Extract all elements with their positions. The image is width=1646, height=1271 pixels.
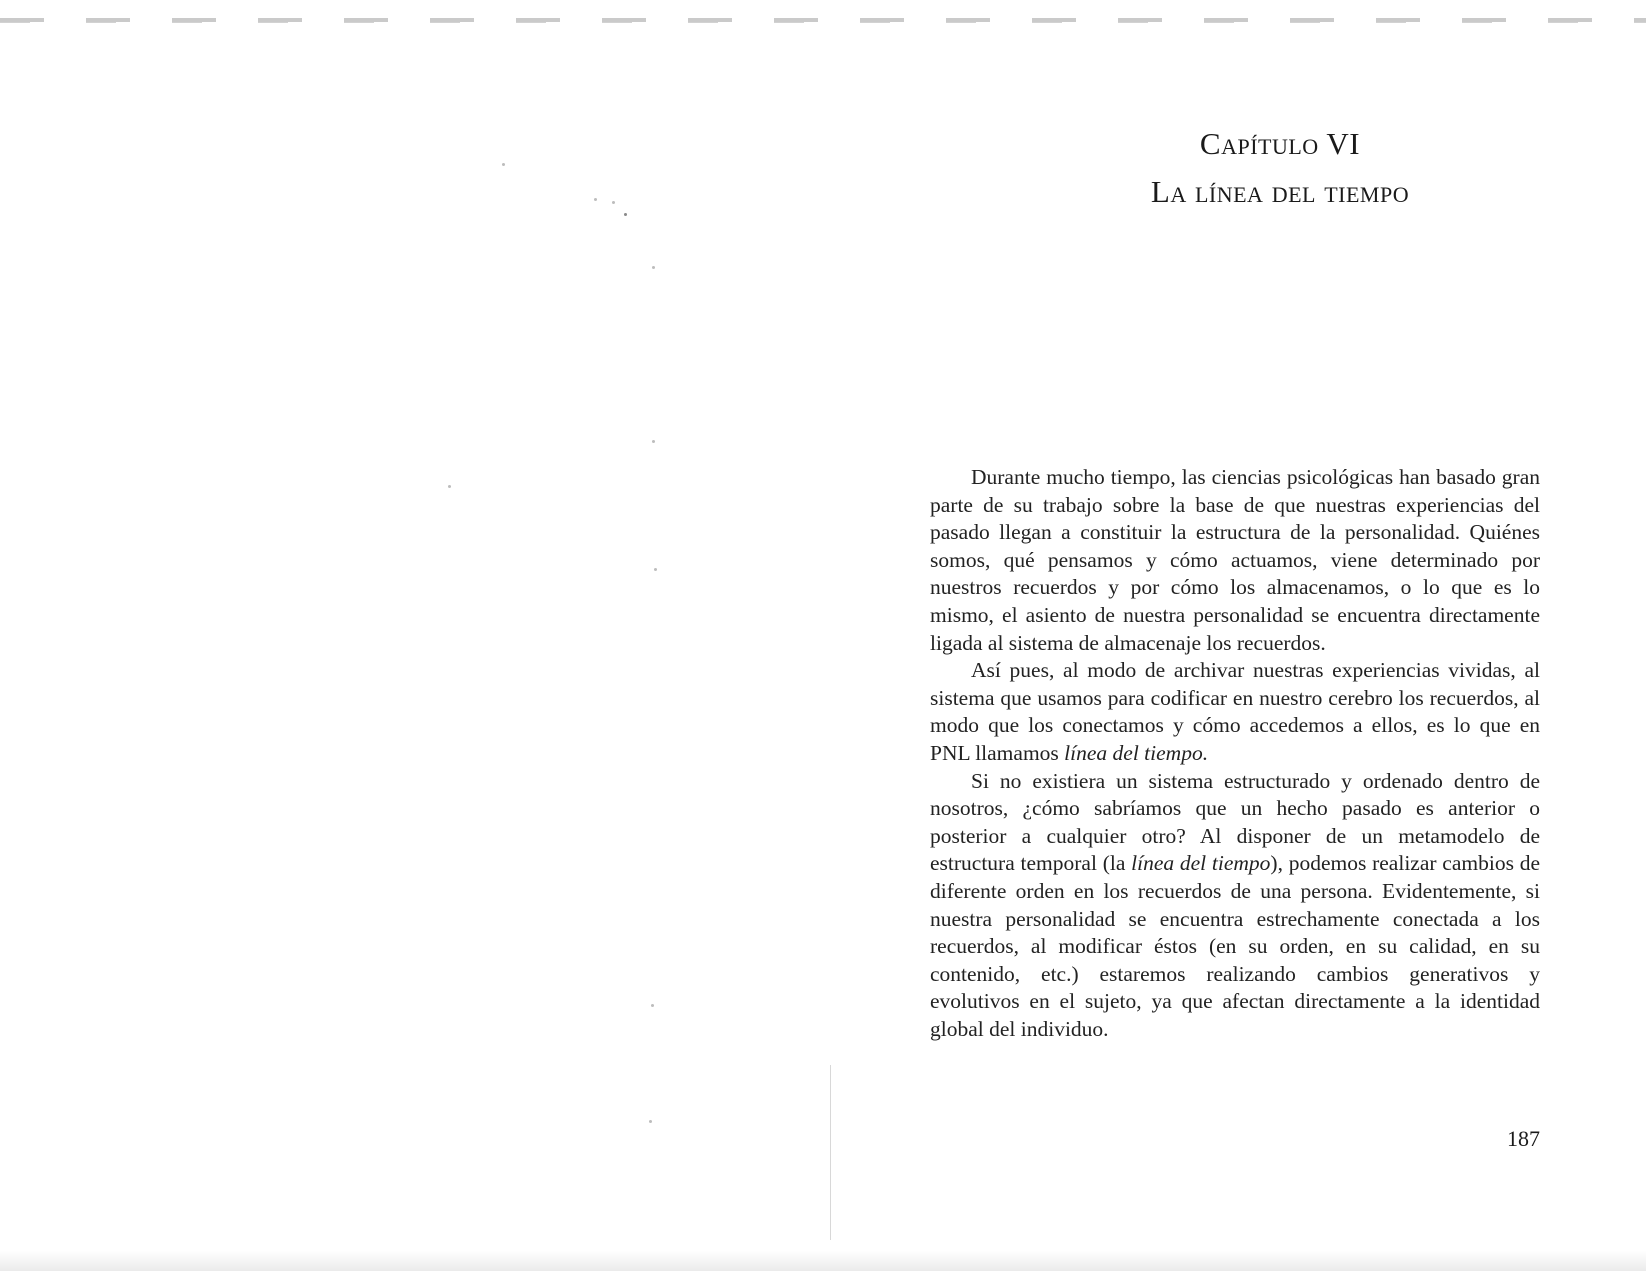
speck — [624, 213, 627, 216]
speck — [649, 1120, 652, 1123]
speck — [652, 440, 655, 443]
paragraph-text: Si no existiera un sistema estructurado y ordenado dentro de nosotros, ¿cómo sabríamos que un hecho pasado es anterior o posterior a cualquier otro? Al disponer de un metamodelo de estructura temporal (la — [930, 768, 1540, 876]
speck — [448, 485, 451, 488]
page-number: 187 — [1507, 1126, 1540, 1151]
chapter-title: La línea del tiempo — [1150, 174, 1410, 209]
speck — [654, 568, 657, 571]
emphasis-term: línea del tiempo — [1131, 851, 1271, 876]
paragraph — [930, 768, 1540, 1044]
scan-bottom-shadow — [0, 1251, 1646, 1271]
chapter-heading — [1060, 120, 1500, 216]
speck — [612, 201, 615, 204]
speck — [502, 163, 505, 166]
speck — [594, 198, 597, 201]
paragraph — [930, 657, 1540, 767]
right-page — [830, 0, 1646, 1271]
paragraph: Durante mucho tiempo, las ciencias psicológicas han basado gran parte de su trabajo sobre la base de que nuestras experiencias del pasado llegan a constituir la estructura de la personalidad. Quiénes somos, qué pensamos y cómo actuamos, viene determinado por nuestros recuerdos y por cómo los almacenamos, o lo que es lo mismo, el asiento de nuestra personalidad se encuentra directamente ligada al sistema de almacenaje los recuerdos. — [930, 465, 1540, 655]
chapter-label: Capítulo VI — [1199, 126, 1361, 161]
speck — [651, 1004, 654, 1007]
speck — [652, 266, 655, 269]
chapter-body — [930, 464, 1540, 1043]
paragraph-text: Así pues, al modo de archivar nuestras experiencias vividas, al sistema que usamos para codificar en nuestro cerebro los recuerdos, al modo que los conectamos y cómo accedemos a ellos, es lo que en PNL llamamos — [930, 658, 1540, 765]
emphasis-term: línea del tiempo. — [1064, 740, 1209, 765]
paragraph-text: ), podemos realizar cambios de diferente orden en los recuerdos de una persona. Evidentemente, si nuestra personalidad se encuentra estrechamente conectada a los recuerdos, al modificar éstos (en su orden, en su calidad, en su contenido, etc.) estaremos realizando cambios generativos y evolutivos en el sujeto, ya que afectan directamente a la identidad global del individuo. — [930, 851, 1540, 1041]
